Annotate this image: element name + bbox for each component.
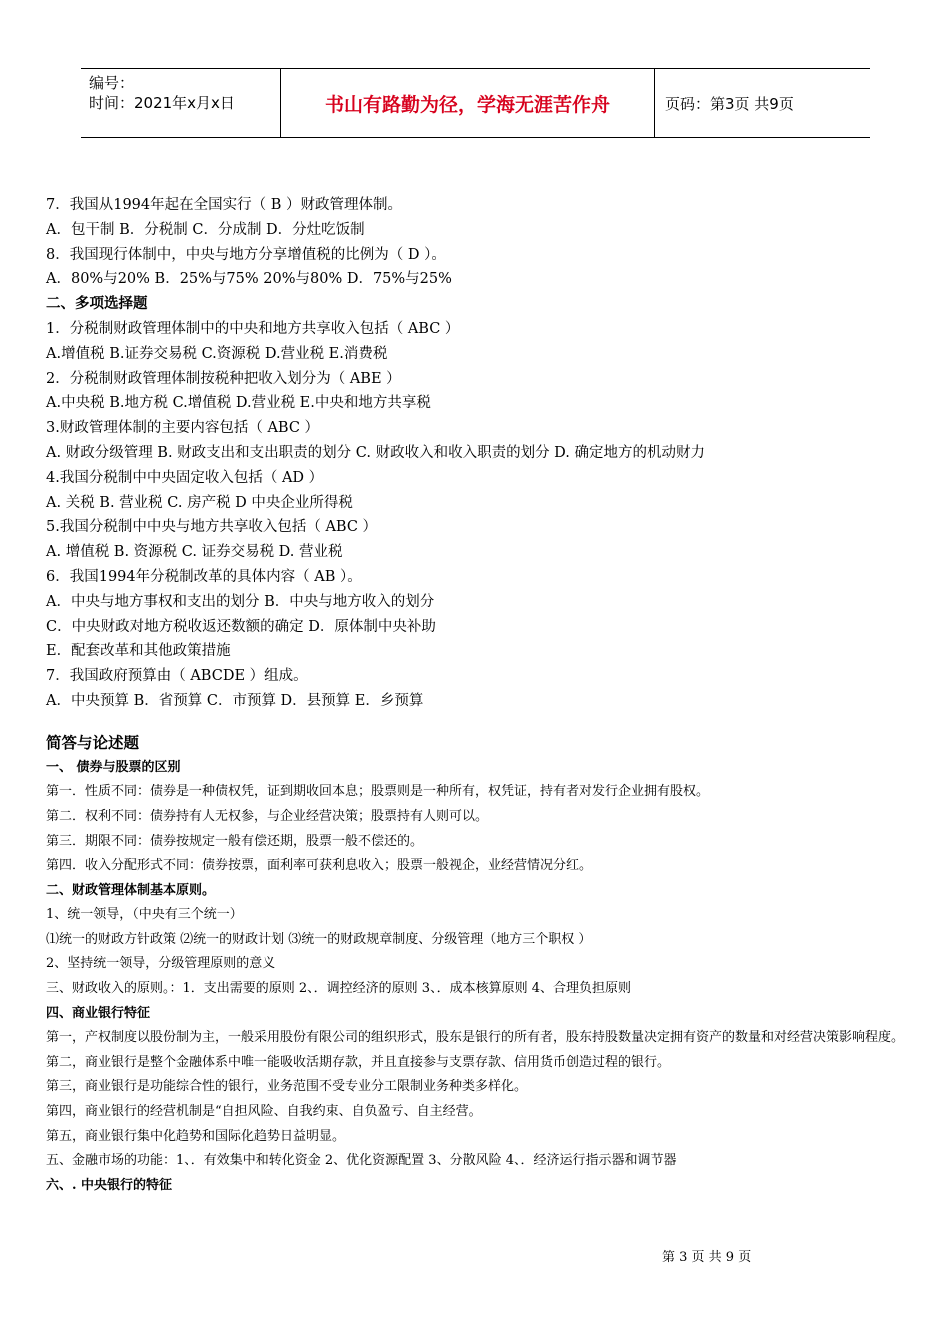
- question-line: 7．我国政府预算由（ ABCDE ）组成。: [46, 668, 308, 685]
- answer-line: 第四．收入分配形式不同：债券按票，面利率可获利息收入；股票一般视企，业经营情况分红。: [46, 858, 593, 874]
- header-page-number: 页码：第3页 共9页: [665, 94, 794, 113]
- page-footer: 第 3 页 共 9 页: [662, 1250, 752, 1265]
- answer-line: 第五，商业银行集中化趋势和国际化趋势日益明显。: [46, 1128, 346, 1144]
- question-line: 1．分税制财政管理体制中的中央和地方共享收入包括（ ABC ）: [46, 320, 460, 337]
- option-line: A．80%与20% B．25%与75% 20%与80% D．75%与25%: [46, 271, 452, 288]
- option-line: A．包干制 B．分税制 C．分成制 D．分灶吃饭制: [46, 221, 365, 238]
- answer-paragraph: 第一，产权制度以股份制为主，一般采用股份有限公司的组织形式，股东是银行的所有者，股东持股数量决定拥有资产的数量和对经营决策影响程度。: [46, 1030, 905, 1046]
- answer-line: 2、坚持统一领导，分级管理原则的意义: [46, 956, 276, 972]
- subsection-heading: 一、 债券与股票的区别: [46, 759, 181, 775]
- question-line: 4.我国分税制中中央固定收入包括（ AD ）: [46, 469, 324, 486]
- document-id-label: 编号：: [89, 74, 135, 92]
- answer-line: 1、统一领导，（中央有三个统一）: [46, 907, 243, 923]
- answer-line: ⑴统一的财政方针政策 ⑵统一的财政计划 ⑶统一的财政规章制度、分级管理（地方三个职权 ）: [46, 931, 592, 947]
- option-line: A.中央税 B.地方税 C.增值税 D.营业税 E.中央和地方共享税: [46, 395, 431, 412]
- question-line: 7．我国从1994年起在全国实行（ B ）财政管理体制。: [46, 197, 402, 213]
- header-meta: [81, 69, 281, 137]
- answer-line: 第二，商业银行是整个金融体系中唯一能吸收活期存款，并且直接参与支票存款、信用货币创造过程的银行。: [46, 1054, 671, 1070]
- option-line: A. 财政分级管理 B. 财政支出和支出职责的划分 C. 财政收入和收入职责的划分 D. 确定地方的机动财力: [46, 444, 706, 461]
- answer-line: 三、财政收入的原则。：1．支出需要的原则 2、．调控经济的原则 3、．成本核算原则 4、合理负担原则: [46, 981, 631, 997]
- option-line: A. 关税 B. 营业税 C. 房产税 D 中央企业所得税: [46, 494, 353, 511]
- answer-line: 第一．性质不同：债券是一种债权凭，证到期收回本息；股票则是一种所有，权凭证，持有者对发行企业拥有股权。: [46, 784, 710, 800]
- page-header: [81, 68, 870, 138]
- document-body: [46, 193, 906, 1198]
- header-motto: 书山有路勤为径，学海无涯苦作舟: [281, 69, 655, 137]
- option-line: A.增值税 B.证券交易税 C.资源税 D.营业税 E.消费税: [46, 345, 388, 362]
- option-line: A. 增值税 B. 资源税 C. 证券交易税 D. 营业税: [46, 544, 343, 561]
- section-title: 简答与论述题: [46, 733, 140, 752]
- answer-line: 第二．权利不同：债券持有人无权参，与企业经营决策；股票持有人则可以。: [46, 808, 489, 824]
- subsection-heading: 二、财政管理体制基本原则。: [46, 882, 216, 898]
- document-time-label: 时间：2021年x月x日: [89, 94, 235, 112]
- answer-line: 第三，商业银行是功能综合性的银行，业务范围不受专业分工限制业务种类多样化。: [46, 1079, 528, 1095]
- option-line: C．中央财政对地方税收返还数额的确定 D．原体制中央补助: [46, 618, 436, 635]
- subsection-heading: 六、. 中央银行的特征: [46, 1177, 173, 1193]
- option-line: A．中央预算 B．省预算 C．市预算 D．县预算 E．乡预算: [46, 692, 424, 709]
- question-line: 6．我国1994年分税制改革的具体内容（ AB ）。: [46, 568, 362, 585]
- option-line: A．中央与地方事权和支出的划分 B．中央与地方收入的划分: [46, 593, 435, 610]
- subsection-heading: 四、商业银行特征: [46, 1005, 151, 1021]
- question-line: 8．我国现行体制中，中央与地方分享增值税的比例为（ D ）。: [46, 246, 446, 263]
- question-line: 2．分税制财政管理体制按税种把收入划分为（ ABE ）: [46, 370, 401, 387]
- answer-line: 五、金融市场的功能：1、．有效集中和转化资金 2、优化资源配置 3、分散风险 4、．经济运行指示器和调节器: [46, 1153, 677, 1169]
- question-line: 3.财政管理体制的主要内容包括（ ABC ）: [46, 420, 320, 437]
- answer-line: 第四，商业银行的经营机制是“自担风险、自我约束、自负盈亏、自主经营。: [46, 1104, 482, 1120]
- section-heading: 二、多项选择题: [46, 295, 148, 313]
- question-line: 5.我国分税制中中央与地方共享收入包括（ ABC ）: [46, 519, 378, 536]
- option-line: E．配套改革和其他政策措施: [46, 643, 231, 660]
- answer-line: 第三．期限不同：债券按规定一般有偿还期，股票一般不偿还的。: [46, 833, 424, 849]
